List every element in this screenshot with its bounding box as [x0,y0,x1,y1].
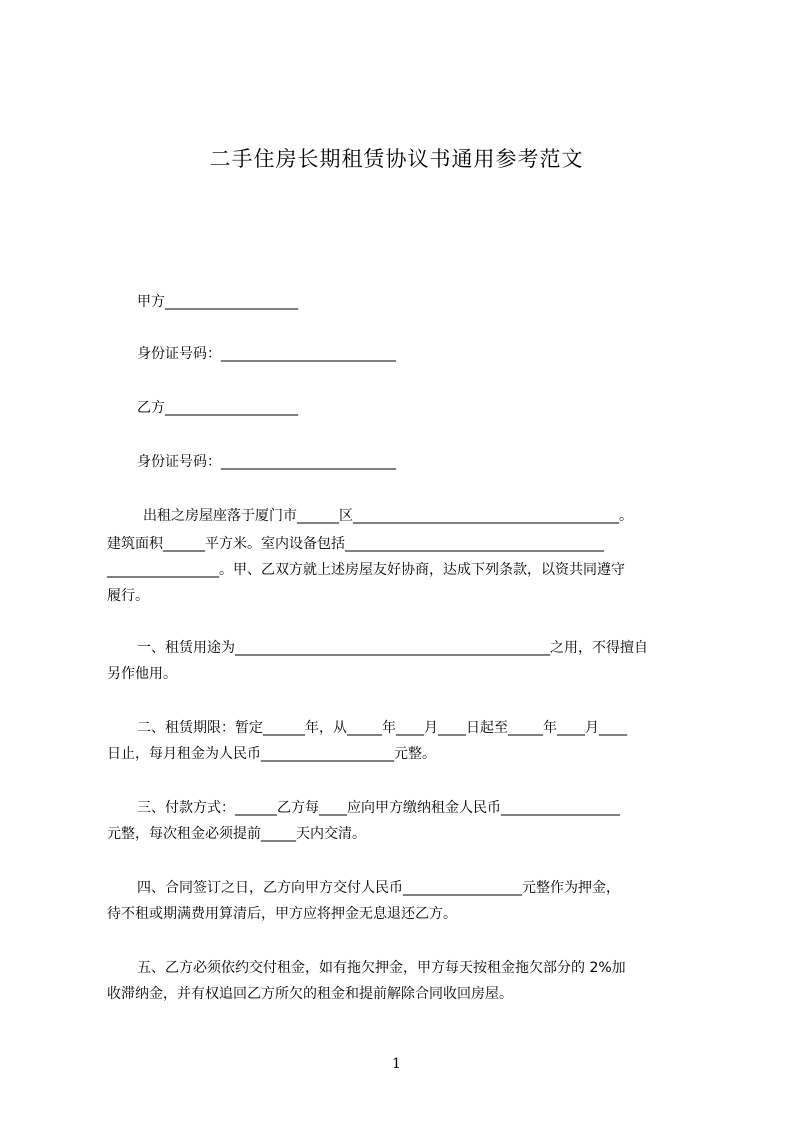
clause-line: 元整，每次租金必须提前_____天内交清。 [107,826,366,842]
clause-line: ________________。甲、乙双方就上述房屋友好协商，达成下列条款，以资共同遵守 [107,562,625,578]
party-a-id-line: 身份证号码：_________________________ [137,346,396,362]
clause-line: 收滞纳金，并有权追回乙方所欠的租金和提前解除合同收回房屋。 [107,986,513,1002]
clause-line: 四、合同签订之日，乙方向甲方交付人民币_________________元整作为押金， [137,880,620,896]
clause-line: 履行。 [107,588,149,604]
party-a-line: 甲方___________________ [137,294,298,310]
party-b-id-line: 身份证号码：_________________________ [137,454,396,470]
clause-line: 出租之房屋座落于厦门市______区______________________________________。 [143,508,633,524]
clause-line: 二、租赁期限：暂定______年，从_____年____月____日起至_____年____月____ [137,720,627,736]
clause-line: 一、租赁用途为_____________________________________________之用，不得擅自 [137,640,648,656]
page-number: 1 [392,1056,401,1072]
document-title: 二手住房长期租赁协议书通用参考范文 [209,147,584,171]
clause-line: 另作他用。 [107,666,177,682]
clause-line: 三、付款方式：______乙方每____应向甲方缴纳租金人民币_________________ [137,800,620,816]
clause-line: 日止，每月租金为人民币___________________元整。 [107,746,436,762]
party-b-line: 乙方___________________ [137,400,298,416]
clause-line: 五、乙方必须依约交付租金，如有拖欠押金，甲方每天按租金拖欠部分的 2%加 [137,960,626,976]
clause-line: 待不租或期满费用算清后，甲方应将押金无息退还乙方。 [107,906,457,922]
clause-line: 建筑面积______平方米。室内设备包括_____________________________________ [107,536,604,552]
